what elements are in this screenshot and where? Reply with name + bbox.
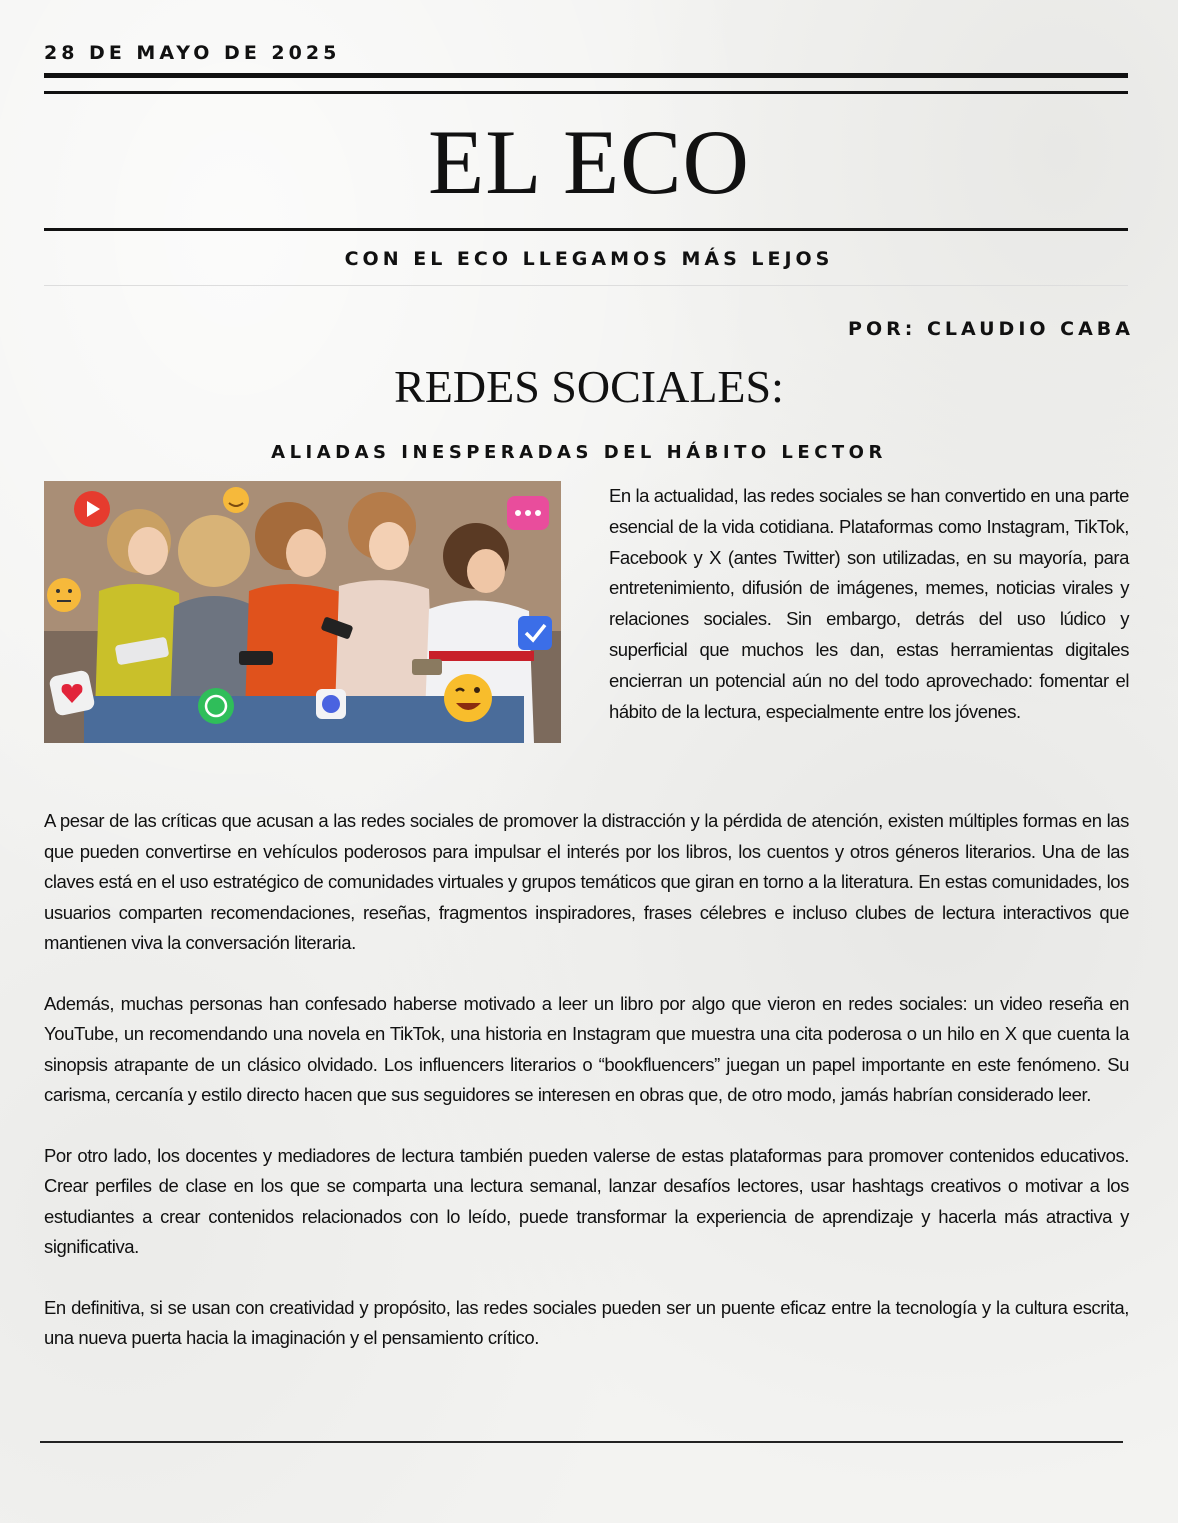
top-rule-thin [44,91,1128,94]
masthead-rule [44,228,1128,231]
article-intro: En la actualidad, las redes sociales se han convertido en una parte esencial de la vida cotidiana. Plataformas como Instagram, TikTok, Facebook y X (antes Twitter) son utilizadas, en su mayoría, para entretenimiento, difusión de imágenes, memes, noticias virales y relaciones sociales. Sin embargo, detrás del uso lúdico y superficial que muchos les dan, estas herramientas digitales encierran un potencial aún no del todo aprovechado: fomentar el hábito de la lectura, especialmente entre los jóvenes. [609,485,1129,722]
article-subheadline: ALIADAS INESPERADAS DEL HÁBITO LECTOR [271,442,887,463]
tagline: CON EL ECO LLEGAMOS MÁS LEJOS [344,248,834,270]
article-headline: REDES SOCIALES: [394,361,784,412]
article-body [44,806,1129,1384]
author-byline: POR: CLAUDIO CABA [848,318,1134,340]
play-icon [74,491,110,527]
top-rule-thick [44,73,1128,78]
messenger-icon [316,689,346,719]
issue-date: 28 DE MAYO DE 2025 [44,42,341,64]
smile-emoji-icon [223,487,249,513]
article-paragraph: A pesar de las críticas que acusan a las redes sociales de promover la distracción y la pérdida de atención, existen múltiples formas en las que pueden convertirse en vehículos poderosos para impulsar el interés por los libros, los cuentos y otros géneros literarios. Una de las claves está en el uso estratégico de comunidades virtuales y grupos temáticos que giran en torno a la literatura. En estas comunidades, los usuarios comparten recomendaciones, reseñas, fragmentos inspiradores, frases célebres e incluso clubes de lectura interactivos que mantienen viva la conversación literaria. [44,810,1129,953]
grin-emoji-icon [47,578,81,612]
chat-bubble-icon [507,496,549,530]
masthead-title: EL ECO [428,111,750,213]
wink-emoji-icon [444,674,492,722]
heart-icon [48,669,95,716]
article-paragraph: Por otro lado, los docentes y mediadores de lectura también pueden valerse de estas plataformas para promover contenidos educativos. Crear perfiles de clase en los que se comparta una lectura semanal, lanzar desafíos lectores, usar hashtags creativos o motivar a los estudiantes a crear contenidos relacionados con lo leído, puede transformar la experiencia de aprendizaje y hacerla más atractiva y significativa. [44,1144,1129,1257]
article-paragraph: Además, muchas personas han confesado haberse motivado a leer un libro por algo que vieron en redes sociales: un video reseña en YouTube, un recomendando una novela en TikTok, una historia en Instagram que muestra una cita poderosa o un hilo en X que cuenta la sinopsis atrapante de un clásico olvidado. Los influencers literarios o “bookfluencers” juegan un papel importante en este fenómeno. Su carisma, cercanía y estilo directo hacen que sus seguidores se interesen en obras que, de otro modo, jamás habrían considerado leer. [44,992,1129,1105]
tagline-rule [44,285,1128,286]
article-paragraph: En definitiva, si se usan con creatividad y propósito, las redes sociales pueden ser un puente eficaz entre la tecnología y la cultura escrita, una nueva puerta hacia la imaginación y el pensamiento crítico. [44,1296,1129,1348]
bottom-rule [40,1441,1123,1443]
checkmark-icon [518,616,552,650]
whatsapp-icon [198,688,234,724]
article-photo [44,481,561,743]
